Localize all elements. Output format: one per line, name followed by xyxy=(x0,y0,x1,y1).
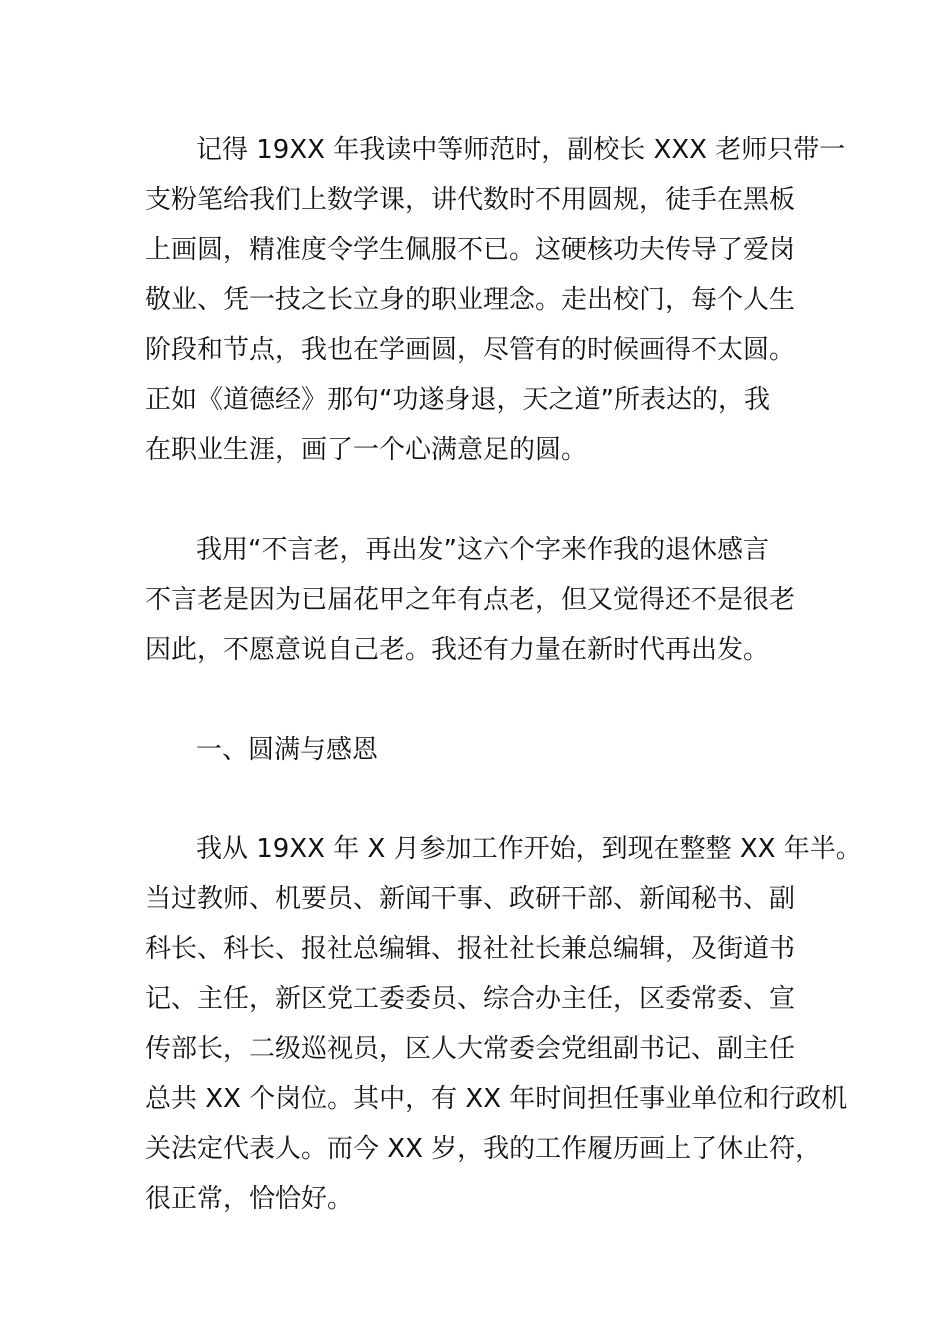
paragraph-3-line-3: 科长、科长、报社总编辑、报社社长兼总编辑，及街道书 xyxy=(145,934,796,964)
paragraph-2-line-2: 不言老是因为已届花甲之年有点老，但又觉得还不是很老 xyxy=(145,585,796,615)
paragraph-3-line-6: 总共 XX 个岗位。其中，有 XX 年时间担任事业单位和行政机 xyxy=(145,1084,848,1114)
paragraph-3-line-7: 关法定代表人。而今 XX 岁，我的工作履历画上了休止符， xyxy=(145,1134,822,1164)
paragraph-1-line-6: 正如《道德经》那句“功遂身退，天之道”所表达的，我 xyxy=(145,385,770,415)
paragraph-1-line-1: 记得 19XX 年我读中等师范时，副校长 XXX 老师只带一 xyxy=(196,135,846,165)
paragraph-1-line-7: 在职业生涯，画了一个心满意足的圆。 xyxy=(145,435,588,465)
paragraph-1-line-2: 支粉笔给我们上数学课，讲代数时不用圆规，徒手在黑板 xyxy=(145,185,796,215)
paragraph-1-line-4: 敬业、凭一技之长立身的职业理念。走出校门，每个人生 xyxy=(145,285,796,315)
paragraph-2-line-3: 因此，不愿意说自己老。我还有力量在新时代再出发。 xyxy=(145,635,770,665)
paragraph-3-line-4: 记、主任，新区党工委委员、综合办主任，区委常委、宣 xyxy=(145,984,796,1014)
paragraph-3-line-2: 当过教师、机要员、新闻干事、政研干部、新闻秘书、副 xyxy=(145,884,796,914)
paragraph-3-line-1: 我从 19XX 年 X 月参加工作开始，到现在整整 XX 年半。 xyxy=(196,834,862,864)
section-heading: 一、圆满与感恩 xyxy=(196,735,379,765)
paragraph-2-line-1: 我用“不言老，再出发”这六个字来作我的退休感言 xyxy=(196,535,769,565)
paragraph-1-line-3: 上画圆，精准度令学生佩服不已。这硬核功夫传导了爱岗 xyxy=(145,235,796,265)
paragraph-3-line-5: 传部长，二级巡视员，区人大常委会党组副书记、副主任 xyxy=(145,1034,796,1064)
paragraph-1-line-5: 阶段和节点，我也在学画圆，尽管有的时候画得不太圆。 xyxy=(145,335,796,365)
paragraph-3-line-8: 很正常，恰恰好。 xyxy=(145,1184,354,1214)
